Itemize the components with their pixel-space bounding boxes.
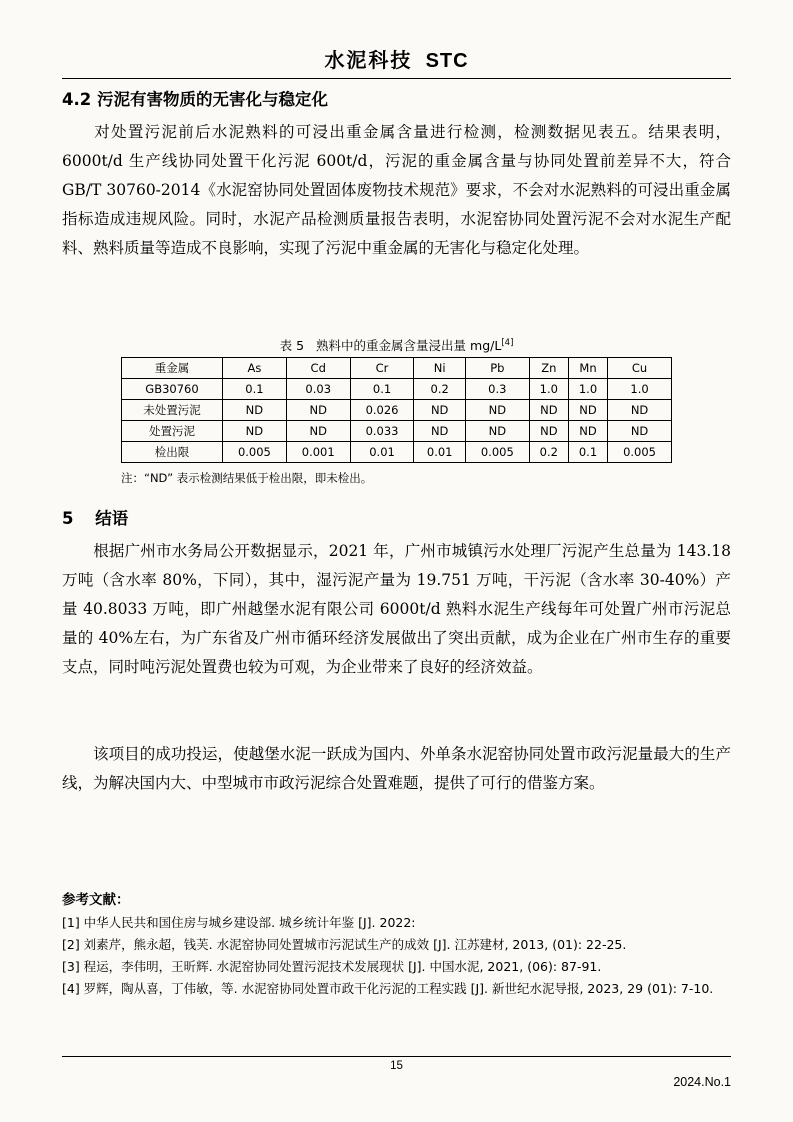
header-title-cn: 水泥科技	[324, 48, 413, 72]
footer-divider	[62, 1056, 731, 1057]
table-cell: 1.0	[568, 379, 607, 400]
table-cell: ND	[414, 400, 465, 421]
table-header-row	[122, 358, 672, 379]
paragraph-5-2	[62, 740, 731, 798]
reference-item: [1] 中华人民共和国住房与城乡建设部. 城乡统计年鉴 [J]. 2022:	[62, 915, 416, 930]
table-cell: 0.01	[414, 442, 465, 463]
table-cell: ND	[286, 421, 350, 442]
table-cell: ND	[529, 400, 568, 421]
table-caption	[62, 336, 731, 354]
heavy-metal-table	[121, 357, 672, 463]
table-cell: ND	[414, 421, 465, 442]
section-number-4-2: 4.2	[62, 90, 92, 109]
table-cell: 0.1	[350, 379, 414, 400]
table-row	[122, 421, 672, 442]
table-note: 注：“ND” 表示检测结果低于检出限，即未检出。	[121, 471, 373, 485]
table-row	[122, 379, 672, 400]
table-cell: 0.1	[223, 379, 287, 400]
table-header-cell: Ni	[414, 358, 465, 379]
table-cell: ND	[568, 400, 607, 421]
table-cell: 0.033	[350, 421, 414, 442]
footer-issue: 2024.No.1	[673, 1075, 731, 1089]
table-cell: 0.01	[350, 442, 414, 463]
table-cell: GB30760	[122, 379, 223, 400]
section-heading-4-2	[62, 86, 328, 110]
header-title-en: STC	[425, 50, 469, 72]
paragraph-4-2	[62, 118, 731, 263]
section-number-5: 5	[62, 509, 74, 528]
table-caption-unit: mg/L	[470, 338, 502, 353]
table-header-cell: Cd	[286, 358, 350, 379]
table-row	[122, 400, 672, 421]
table-cell: 0.03	[286, 379, 350, 400]
table-header-cell: As	[223, 358, 287, 379]
paragraph-4-2-text: 对处置污泥前后水泥熟料的可浸出重金属含量进行检测，检测数据见表五。结果表明，6000t/d 生产线协同处置干化污泥 600t/d，污泥的重金属含量与协同处置前差异不大，符合 GB/T 30760-2014《水泥窑协同处置固体废物技术规范》要求，不会对水泥熟料的可浸出重金属指标造成违规风险。同时，水泥产品检测质量报告表明，水泥窑协同处置污泥不会对水泥生产配料、熟料质量等造成不良影响，实现了污泥中重金属的无害化与稳定化处理。	[62, 123, 731, 257]
table-cell: ND	[223, 400, 287, 421]
table-cell: 0.026	[350, 400, 414, 421]
table-cell: 检出限	[122, 442, 223, 463]
table-cell: 1.0	[529, 379, 568, 400]
table-cell: 未处置污泥	[122, 400, 223, 421]
page-header	[62, 44, 731, 73]
header-divider	[62, 78, 731, 79]
references-list	[62, 912, 731, 1000]
table-row	[122, 442, 672, 463]
reference-item: [4] 罗辉，陶从喜，丁伟敏，等. 水泥窑协同处置市政干化污泥的工程实践 [J]. 新世纪水泥导报, 2023, 29 (01): 7-10.	[62, 981, 714, 996]
page-number: 15	[390, 1060, 403, 1072]
section-heading-5	[62, 505, 128, 529]
table-header-cell: Cu	[608, 358, 672, 379]
table-cell: ND	[608, 421, 672, 442]
table-caption-ref: [4]	[501, 337, 514, 348]
paragraph-5-2-text: 该项目的成功投运，使越堡水泥一跃成为国内、外单条水泥窑协同处置市政污泥量最大的生产线，为解决国内大、中型城市市政污泥综合处置难题，提供了可行的借鉴方案。	[62, 745, 731, 792]
table-cell: 0.005	[465, 442, 529, 463]
table-caption-title: 熟料中的重金属含量浸出量	[316, 338, 467, 353]
table-cell: ND	[286, 400, 350, 421]
table-cell: 1.0	[608, 379, 672, 400]
section-title-4-2: 污泥有害物质的无害化与稳定化	[96, 90, 328, 109]
table-caption-label: 表 5	[279, 338, 305, 353]
table-cell: 0.005	[608, 442, 672, 463]
table-header-cell: Cr	[350, 358, 414, 379]
reference-item: [3] 程运，李伟明，王昕辉. 水泥窑协同处置污泥技术发展现状 [J]. 中国水泥, 2021, (06): 87-91.	[62, 959, 602, 974]
paragraph-5-1-text: 根据广州市水务局公开数据显示，2021 年，广州市城镇污水处理厂污泥产生总量为 143.18 万吨（含水率 80%，下同），其中，湿污泥产量为 19.751 万吨，干污泥（含水率 30-40%）产量 40.8033 万吨，即广州越堡水泥有限公司 6000t/d 熟料水泥生产线每年可处置广州市污泥总量的 40%左右，为广东省及广州市循环经济发展做出了突出贡献，成为企业在广州市生存的重要支点，同时吨污泥处置费也较为可观，为企业带来了良好的经济效益。	[62, 542, 731, 676]
table-cell: ND	[568, 421, 607, 442]
table-header-cell: Zn	[529, 358, 568, 379]
table-cell: 0.001	[286, 442, 350, 463]
table-cell: ND	[223, 421, 287, 442]
section-title-5: 结语	[95, 509, 129, 528]
table-cell: 处置污泥	[122, 421, 223, 442]
table-header-cell: Mn	[568, 358, 607, 379]
paragraph-5-1	[62, 537, 731, 682]
table-cell: ND	[529, 421, 568, 442]
table-cell: ND	[608, 400, 672, 421]
table-cell: 0.005	[223, 442, 287, 463]
table-cell: ND	[465, 421, 529, 442]
table-cell: 0.2	[529, 442, 568, 463]
table-header-cell: Pb	[465, 358, 529, 379]
table-header-cell: 重金属	[122, 358, 223, 379]
table-cell: 0.2	[414, 379, 465, 400]
reference-item: [2] 刘素芹，熊永超，钱芙. 水泥窑协同处置城市污泥试生产的成效 [J]. 江苏建材, 2013, (01): 22-25.	[62, 937, 627, 952]
table-cell: 0.3	[465, 379, 529, 400]
table-cell: 0.1	[568, 442, 607, 463]
references-title: 参考文献：	[62, 892, 130, 908]
table-cell: ND	[465, 400, 529, 421]
